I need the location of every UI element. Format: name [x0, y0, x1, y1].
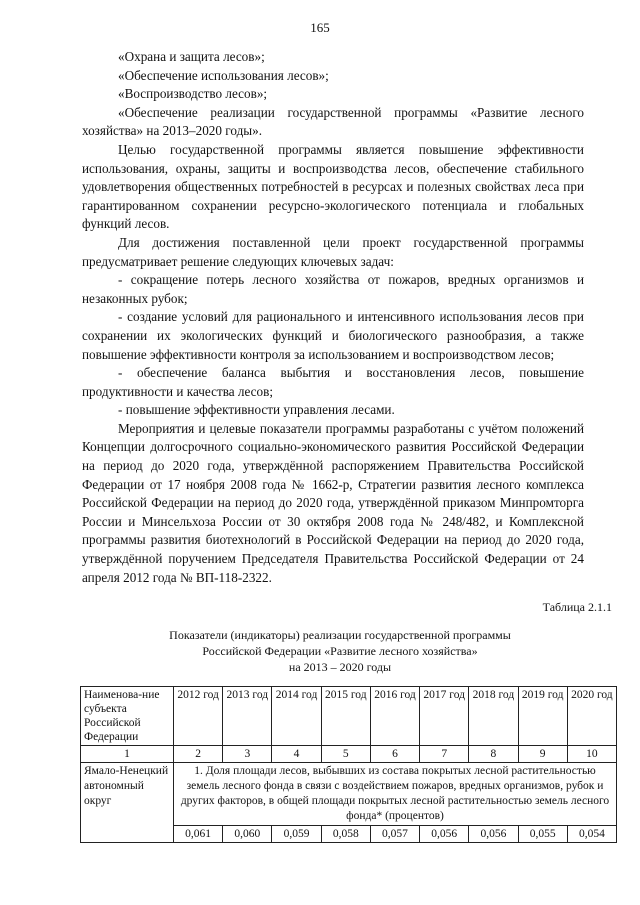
paragraph: - сокращение потерь лесного хозяйства от пожаров, вредных организмов и незаконных рубок; [82, 272, 584, 306]
table-title-line: Показатели (индикаторы) реализации государственной программы [169, 628, 511, 642]
header-year: 2018 год [469, 687, 518, 746]
indicator-value: 0,061 [174, 826, 223, 843]
column-number: 3 [223, 746, 272, 763]
table-title [150, 627, 530, 675]
header-year: 2015 год [321, 687, 370, 746]
header-year: 2012 год [174, 687, 223, 746]
indicator-description: 1. Доля площади лесов, выбывших из состава покрытых лесной растительностью земель лесного фонда в связи с воздействием пожаров, вредных организмов, рубок и других факторов, в общей площади покрытых лесной растительностью земель лесного фонда* (процентов) [174, 763, 617, 826]
indicator-value: 0,057 [370, 826, 419, 843]
paragraph: «Воспроизводство лесов»; [118, 86, 268, 102]
indicators-table [80, 686, 617, 843]
header-year: 2016 год [370, 687, 419, 746]
table-header-row [81, 687, 617, 746]
column-number: 1 [81, 746, 174, 763]
paragraph: - обеспечение баланса выбытия и восстановления лесов, повышение продуктивности и качества лесов; [82, 365, 584, 399]
column-number: 9 [518, 746, 567, 763]
indicator-value: 0,059 [272, 826, 321, 843]
column-number: 7 [420, 746, 469, 763]
paragraph: Целью государственной программы является повышение эффективности использования, охраны, защиты и воспроизводства лесов, обеспечение стабильного удовлетворения общественных потребностей в ресурсах и полезных свойствах леса при гарантированном сохранении ресурсно-экологического потенциала и глобальных функций лесов. [82, 141, 584, 232]
paragraph: - создание условий для рационального и интенсивного использования лесов при сохранении их экологических функций и биологического разнообразия, а также повышение эффективности контроля за использованием и воспроизводством лесов; [82, 309, 584, 362]
indicator-value: 0,055 [518, 826, 567, 843]
paragraph: Мероприятия и целевые показатели программы разработаны с учётом положений Концепции долгосрочного социально-экономического развития Российской Федерации на период до 2020 года, утверждённой распоряжением Правительства Российской Федерации от 17 ноября 2008 года № 1662-р, Стратегии развития лесного комплекса Российской Федерации на период до 2020 года, утверждённой приказом Минпромторга России и Минсельхоза России от 30 октября 2008 года № 248/482, и Комплексной программы развития биотехнологий в Российской Федерации на период до 2020 года, утверждённой поручением Председателя Правительства Российской Федерации от 24 апреля 2012 года № ВП-118-2322. [82, 420, 584, 585]
paragraph: «Обеспечение использования лесов»; [118, 67, 329, 83]
body-text [82, 48, 584, 587]
column-number: 10 [567, 746, 616, 763]
header-year: 2013 год [223, 687, 272, 746]
header-year: 2017 год [420, 687, 469, 746]
indicator-value: 0,056 [420, 826, 469, 843]
paragraph: - повышение эффективности управления лесами. [118, 402, 395, 418]
table-title-line: Российской Федерации «Развитие лесного хозяйства» [202, 644, 478, 658]
header-year: 2020 год [567, 687, 616, 746]
indicator-value: 0,060 [223, 826, 272, 843]
header-year: 2019 год [518, 687, 567, 746]
column-number: 4 [272, 746, 321, 763]
paragraph: Для достижения поставленной цели проект государственной программы предусматривает решение следующих ключевых задач: [82, 234, 584, 269]
column-number: 2 [174, 746, 223, 763]
paragraph: «Обеспечение реализации государственной программы «Развитие лесного хозяйства» на 2013–2020 годы». [82, 104, 584, 139]
table-caption: Таблица 2.1.1 [542, 600, 612, 614]
page-number: 165 [310, 20, 330, 35]
column-number-row [81, 746, 617, 763]
paragraph: «Охрана и защита лесов»; [118, 49, 265, 64]
column-number: 5 [321, 746, 370, 763]
column-number: 6 [370, 746, 419, 763]
indicator-row [81, 763, 617, 826]
header-region-name: Наименова-ние субъекта Российской Федерации [81, 687, 174, 746]
indicator-value: 0,056 [469, 826, 518, 843]
indicator-value: 0,058 [321, 826, 370, 843]
column-number: 8 [469, 746, 518, 763]
indicator-value: 0,054 [567, 826, 616, 843]
region-name: Ямало-Ненецкий автономный округ [81, 763, 174, 843]
header-year: 2014 год [272, 687, 321, 746]
table-title-line: на 2013 – 2020 годы [288, 660, 392, 674]
